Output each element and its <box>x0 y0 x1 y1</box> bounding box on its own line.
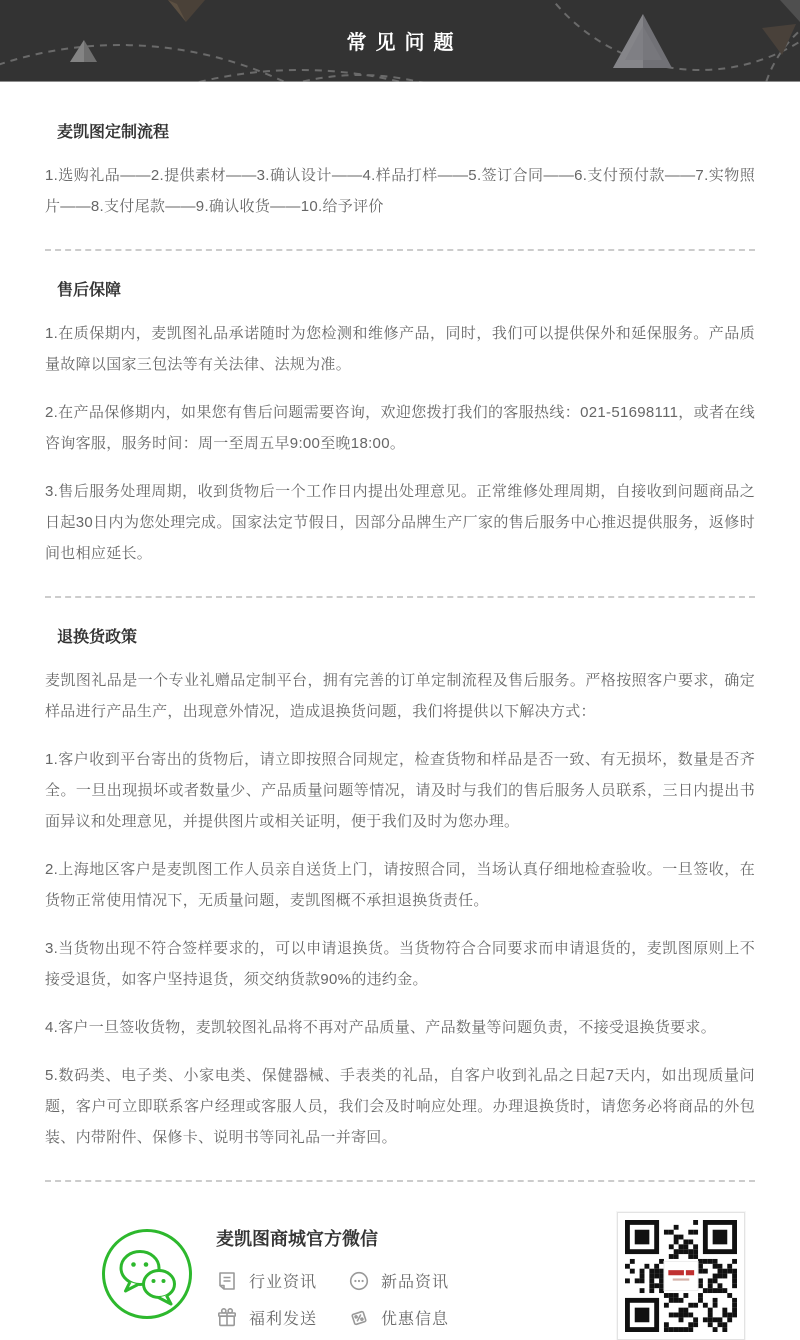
section-heading: 退换货政策 <box>57 629 138 646</box>
section-after-sales <box>45 281 755 569</box>
paragraph: 2.上海地区客户是麦凯图工作人员亲自送货上门，请按照合同，当场认真仔细地检查验收。一旦签收，在货物正常使用情况下，无质量问题，麦凯图概不承担退换货责任。 <box>45 861 755 909</box>
section-custom-process <box>45 123 755 222</box>
paragraph: 3.当货物出现不符合签样要求的，可以申请退换货。当货物符合合同要求而申请退货的，麦凯图原则上不接受退货，如客户坚持退货，须交纳货款90%的违约金。 <box>45 940 755 988</box>
ellipsis-circle-icon <box>348 1270 370 1292</box>
banner-bottom-edge <box>0 81 800 82</box>
wechat-feature-new-products <box>348 1269 480 1292</box>
process-steps-text: 1.选购礼品——2.提供素材——3.确认设计——4.样品打样——5.签订合同——6.支付预付款——7.实物照片——8.支付尾款——9.确认收货——10.给予评价 <box>45 167 755 215</box>
wechat-icon <box>100 1227 194 1326</box>
section-heading: 麦凯图定制流程 <box>57 124 170 141</box>
wechat-feature-industry-news <box>216 1269 348 1292</box>
faq-content <box>0 82 800 1182</box>
wechat-qr-code <box>617 1212 745 1340</box>
paragraph: 5.数码类、电子类、小家电类、保健器械、手表类的礼品，自客户收到礼品之日起7天内，如出现质量问题，客户可立即联系客户经理或客服人员，我们会及时响应处理。办理退换货时，请您务必将商品的外包装、内带附件、保修卡、说明书等同礼品一并寄回。 <box>45 1067 755 1146</box>
section-return-policy <box>45 628 755 1153</box>
wechat-feature-label: 福利发送 <box>249 1311 318 1328</box>
section-heading: 售后保障 <box>57 282 122 299</box>
wechat-feature-grid <box>216 1269 480 1329</box>
page-title: 常见问题 <box>346 32 463 54</box>
gift-icon <box>216 1307 238 1329</box>
coupon-icon <box>348 1307 370 1329</box>
wechat-feature-discounts <box>348 1306 480 1329</box>
wechat-feature-label: 优惠信息 <box>381 1311 450 1328</box>
paragraph: 麦凯图礼品是一个专业礼赠品定制平台，拥有完善的订单定制流程及售后服务。严格按照客户要求，确定样品进行产品生产，出现意外情况，造成退换货问题，我们将提供以下解决方式： <box>45 672 755 720</box>
wechat-feature-label: 行业资讯 <box>249 1274 318 1291</box>
wechat-footer <box>0 1182 800 1340</box>
wechat-info <box>216 1225 480 1329</box>
faq-banner <box>0 0 800 82</box>
news-doc-icon <box>216 1270 238 1292</box>
wechat-feature-label: 新品资讯 <box>381 1274 450 1291</box>
wechat-account-title: 麦凯图商城官方微信 <box>216 1229 378 1249</box>
paragraph: 1.在质保期内，麦凯图礼品承诺随时为您检测和维修产品，同时，我们可以提供保外和延保服务。产品质量故障以国家三包法等有关法律、法规为准。 <box>45 325 755 373</box>
paragraph: 4.客户一旦签收货物，麦凯较图礼品将不再对产品质量、产品数量等问题负责，不接受退换货要求。 <box>45 1019 717 1036</box>
wechat-feature-benefits <box>216 1306 348 1329</box>
paragraph: 2.在产品保修期内，如果您有售后问题需要咨询，欢迎您拨打我们的客服热线：021-51698111，或者在线咨询客服，服务时间：周一至周五早9:00至晚18:00。 <box>45 404 755 452</box>
dashed-divider <box>45 596 755 598</box>
dashed-divider <box>45 249 755 251</box>
paragraph: 1.客户收到平台寄出的货物后，请立即按照合同规定，检查货物和样品是否一致、有无损坏，数量是否齐全。一旦出现损坏或者数量少、产品质量问题等情况，请及时与我们的售后服务人员联系，三日内提出书面异议和处理意见，并提供图片或相关证明，便于我们及时为您办理。 <box>45 751 755 830</box>
paragraph: 3.售后服务处理周期，收到货物后一个工作日内提出处理意见。正常维修处理周期，自接收到问题商品之日起30日内为您处理完成。国家法定节假日，因部分品牌生产厂家的售后服务中心推迟提供服务，返修时间也相应延长。 <box>45 483 755 562</box>
